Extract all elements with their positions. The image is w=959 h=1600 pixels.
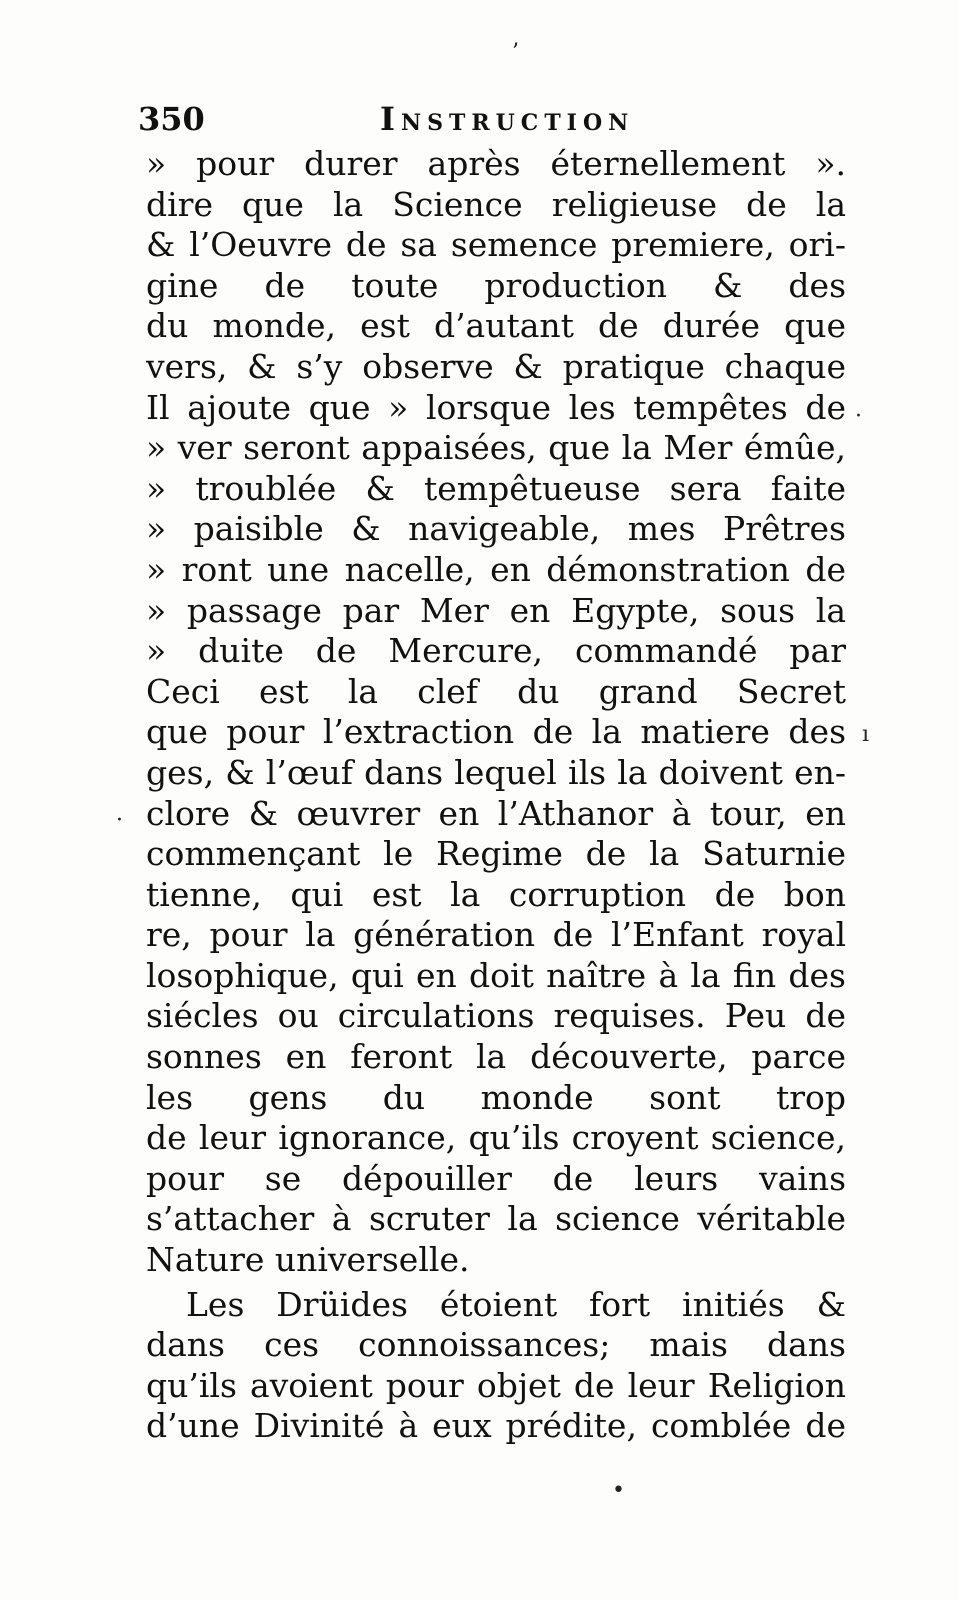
text-line: » ver seront appaisées, que la Mer émûe, bbox=[146, 428, 846, 468]
text-line: tienne, qui est la corruption de bon bbox=[146, 874, 846, 914]
print-speck: ’ bbox=[512, 40, 519, 65]
print-speck: · bbox=[116, 808, 123, 833]
body-text bbox=[146, 144, 846, 1447]
text-line: & l’Oeuvre de sa semence premiere, ori- bbox=[146, 225, 846, 265]
text-line: vers, & s’y observe & pratique chaque bbox=[146, 346, 846, 386]
print-speck: • bbox=[612, 1478, 625, 1503]
text-line: ges, & l’œuf dans lequel ils la doivent en- bbox=[146, 752, 846, 792]
running-head: Instruction bbox=[380, 100, 635, 138]
text-line: gine de toute production & des bbox=[146, 265, 846, 305]
text-line: » passage par Mer en Egypte, sous la bbox=[146, 590, 846, 630]
text-line: losophique, qui en doit naître à la fin des bbox=[146, 955, 846, 995]
text-line: re, pour la génération de l’Enfant royal bbox=[146, 915, 846, 955]
text-line: dire que la Science religieuse de la bbox=[146, 184, 846, 224]
text-line: que pour l’extraction de la matiere des bbox=[146, 712, 846, 752]
text-line: Les Drüides étoient fort initiés & bbox=[186, 1284, 846, 1324]
page-number: 350 bbox=[138, 100, 205, 138]
print-speck: · bbox=[855, 404, 862, 429]
text-line: d’une Divinité à eux prédite, comblée de bbox=[146, 1406, 846, 1446]
text-line: du monde, est d’autant de durée que bbox=[146, 306, 846, 346]
text-line: Il ajoute que » lorsque les tempêtes de bbox=[146, 387, 846, 427]
text-line: siécles ou circulations requises. Peu de bbox=[146, 996, 846, 1036]
text-line: sonnes en feront la découverte, parce bbox=[146, 1037, 846, 1077]
text-line: » troublée & tempêtueuse sera faite bbox=[146, 468, 846, 508]
text-line: s’attacher à scruter la science véritable bbox=[146, 1199, 846, 1239]
page-header bbox=[138, 100, 698, 146]
text-line: les gens du monde sont trop bbox=[146, 1077, 846, 1117]
text-line: » pour durer après éternellement ». bbox=[146, 144, 846, 183]
text-line: Ceci est la clef du grand Secret bbox=[146, 671, 846, 711]
text-line: commençant le Regime de la Saturnie bbox=[146, 834, 846, 874]
text-line: de leur ignorance, qu’ils croyent science, bbox=[146, 1118, 846, 1158]
text-line: Nature universelle. bbox=[146, 1240, 470, 1280]
text-line: qu’ils avoient pour objet de leur Religion bbox=[146, 1365, 846, 1405]
text-line: dans ces connoissances; mais dans bbox=[146, 1325, 846, 1365]
text-line: clore & œuvrer en l’Athanor à tour, en bbox=[146, 793, 846, 833]
text-line: » paisible & navigeable, mes Prêtres bbox=[146, 509, 846, 549]
print-speck: ı bbox=[862, 722, 870, 747]
text-line: pour se dépouiller de leurs vains bbox=[146, 1158, 846, 1198]
text-line: » ront une nacelle, en démonstration de bbox=[146, 549, 846, 589]
text-line: » duite de Mercure, commandé par bbox=[146, 631, 846, 671]
